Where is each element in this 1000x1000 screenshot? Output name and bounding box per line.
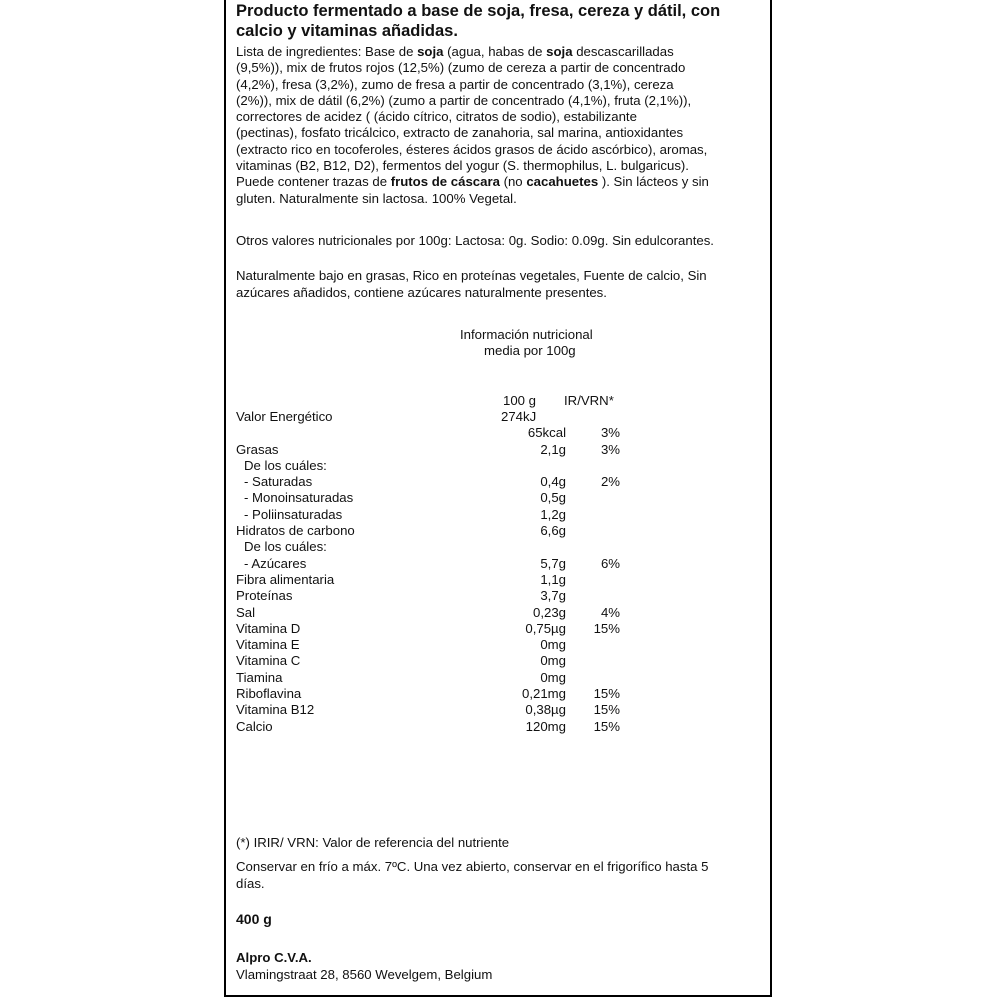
ingredients-text: descascarilladas xyxy=(572,44,674,59)
nutrition-heading xyxy=(460,327,593,360)
nutrient-ir-percent: 2% xyxy=(600,474,620,490)
allergen-soja: soja xyxy=(546,44,573,59)
nutrient-label: - Azúcares xyxy=(244,555,307,571)
allergen-soja: soja xyxy=(417,44,444,59)
nutrient-label: Valor Energético xyxy=(236,409,333,424)
storage-line1: Conservar en frío a máx. 7ºC. Una vez abierto, conservar en el frigorífico hasta 5 xyxy=(236,859,709,874)
allergen-peanuts: cacahuetes xyxy=(526,174,599,190)
nutrition-row xyxy=(236,621,676,637)
company-address: Vlamingstraat 28, 8560 Wevelgem, Belgium xyxy=(236,967,493,982)
nutrient-value: 65kcal xyxy=(527,425,566,441)
nutrient-label: - Monoinsaturadas xyxy=(244,490,354,506)
nutrition-row xyxy=(236,490,676,506)
product-title-line2: calcio y vitaminas añadidas. xyxy=(236,22,458,40)
nutrient-value: 3,7g xyxy=(540,588,566,604)
footnote: (*) IRIR/ VRN: Valor de referencia del nutriente xyxy=(236,835,510,850)
nutrient-label: Vitamina B12 xyxy=(236,702,315,718)
nutrition-row xyxy=(236,442,676,458)
nutrient-ir-percent: 15% xyxy=(593,686,620,702)
ingredients-text: Puede contener trazas de xyxy=(236,174,391,190)
allergen-nuts: frutos de cáscara xyxy=(390,174,500,190)
nutrient-value: 2,1g xyxy=(540,441,566,457)
nutrition-row xyxy=(236,458,676,474)
product-title-line1: Producto fermentado a base de soja, fresa, cereza y dátil, con xyxy=(236,2,721,20)
ingredients-line: (2%)), mix de dátil (6,2%) (zumo a partir de concentrado (4,1%), fruta (2,1%)), xyxy=(236,92,692,108)
product-label-sheet xyxy=(224,0,772,997)
nutrient-label: Vitamina D xyxy=(236,620,301,636)
nutrition-row xyxy=(236,474,676,490)
nutrient-ir-percent: 3% xyxy=(600,441,620,457)
nutrition-row xyxy=(236,507,676,523)
nutrient-label: Vitamina C xyxy=(236,653,301,669)
nutrition-table xyxy=(236,409,676,735)
ingredients-text: Lista de ingredientes: Base de xyxy=(236,44,418,59)
nutrition-row xyxy=(236,572,676,588)
ingredients-text: ). Sin lácteos y sin xyxy=(598,174,709,190)
net-weight: 400 g xyxy=(236,911,272,927)
nutrient-value: 0mg xyxy=(540,637,566,653)
nutrient-label: Riboflavina xyxy=(236,686,302,702)
nutrient-value: 6,6g xyxy=(540,523,566,539)
nutrition-row xyxy=(236,605,676,621)
nutrient-ir-percent: 15% xyxy=(593,718,620,734)
nutrient-label: - Saturadas xyxy=(244,474,313,490)
nutrient-value: 0,21mg xyxy=(522,686,566,702)
nutrient-value: 1,2g xyxy=(540,506,566,522)
nutrient-value: 0,5g xyxy=(540,490,566,506)
ingredients-line: vitaminas (B2, B12, D2), fermentos del yogur (S. thermophilus, L. bulgaricus). xyxy=(236,158,689,174)
ingredients-line: correctores de acidez ( (ácido cítrico, citratos de sodio), estabilizante xyxy=(236,109,637,125)
storage-line2: días. xyxy=(236,876,265,891)
nutrient-value: 0,75µg xyxy=(525,620,566,636)
column-header-100g: 100 g xyxy=(503,393,537,408)
ingredients-block xyxy=(236,44,764,207)
nutrient-value: 0,23g xyxy=(532,604,566,620)
nutrition-row xyxy=(236,686,676,702)
nutrient-ir-percent: 6% xyxy=(600,555,620,571)
ingredients-text: (agua, habas de xyxy=(443,44,547,59)
nutrition-row xyxy=(236,588,676,604)
ingredients-line: (9,5%)), mix de frutos rojos (12,5%) (zumo de cereza a partir de concentrado xyxy=(236,60,686,76)
nutrition-row xyxy=(236,523,676,539)
nutrient-label: De los cuáles: xyxy=(244,457,327,473)
ingredients-line xyxy=(236,44,764,60)
claims-line1: Naturalmente bajo en grasas, Rico en proteínas vegetales, Fuente de calcio, Sin xyxy=(236,268,707,283)
nutrition-heading-line1: Información nutricional xyxy=(460,327,593,342)
nutrient-value: 5,7g xyxy=(540,555,566,571)
nutrient-label: Vitamina E xyxy=(236,637,300,653)
nutrient-label: Calcio xyxy=(236,718,273,734)
nutrition-row xyxy=(236,539,676,555)
nutrient-label: De los cuáles: xyxy=(244,539,327,555)
ingredients-text: (no xyxy=(499,174,527,190)
nutrition-heading-line2: media por 100g xyxy=(484,343,576,359)
ingredients-line: gluten. Naturalmente sin lactosa. 100% Vegetal. xyxy=(236,190,517,206)
nutrient-label: - Poliinsaturadas xyxy=(244,506,343,522)
other-nutritional-values: Otros valores nutricionales por 100g: Lactosa: 0g. Sodio: 0.09g. Sin edulcorantes. xyxy=(236,233,714,248)
nutrient-value: 0,4g xyxy=(540,474,566,490)
nutrient-ir-percent: 15% xyxy=(593,702,620,718)
company-name: Alpro C.V.A. xyxy=(236,950,312,965)
nutrient-value: 0mg xyxy=(540,653,566,669)
nutrient-label: Sal xyxy=(236,604,256,620)
column-header-ir-vrn: IR/VRN* xyxy=(564,393,614,408)
nutrient-value: 0mg xyxy=(540,669,566,685)
nutrition-row xyxy=(236,719,676,735)
nutrient-ir-percent: 3% xyxy=(600,425,620,441)
nutrition-row xyxy=(236,653,676,669)
claims-line2: azúcares añadidos, contiene azúcares naturalmente presentes. xyxy=(236,285,607,300)
ingredients-line: (pectinas), fosfato tricálcico, extracto de zanahoria, sal marina, antioxidantes xyxy=(236,125,684,141)
nutrition-row xyxy=(236,556,676,572)
nutrient-label: Tiamina xyxy=(236,669,283,685)
nutrient-value: 120mg xyxy=(525,718,566,734)
nutrition-row xyxy=(236,670,676,686)
nutrition-row xyxy=(236,637,676,653)
ingredients-line: (extracto rico en tocoferoles, ésteres ácidos grasos de ácido ascórbico), aromas, xyxy=(236,141,708,157)
nutrient-value: 0,38µg xyxy=(525,702,566,718)
nutrient-label: Grasas xyxy=(236,441,279,457)
nutrient-label: Hidratos de carbono xyxy=(236,523,355,539)
nutrient-label: Proteínas xyxy=(236,588,293,604)
nutrient-value: 274kJ xyxy=(501,409,537,424)
nutrition-row xyxy=(236,409,676,425)
nutrient-ir-percent: 15% xyxy=(593,620,620,636)
nutrition-row xyxy=(236,425,676,441)
allergen-line xyxy=(236,174,764,190)
nutrient-label: Fibra alimentaria xyxy=(236,571,335,587)
ingredients-line: (4,2%), fresa (3,2%), zumo de fresa a partir de concentrado (3,1%), cereza xyxy=(236,76,674,92)
nutrition-row xyxy=(236,702,676,718)
nutrient-ir-percent: 4% xyxy=(600,604,620,620)
nutrient-value: 1,1g xyxy=(540,571,566,587)
